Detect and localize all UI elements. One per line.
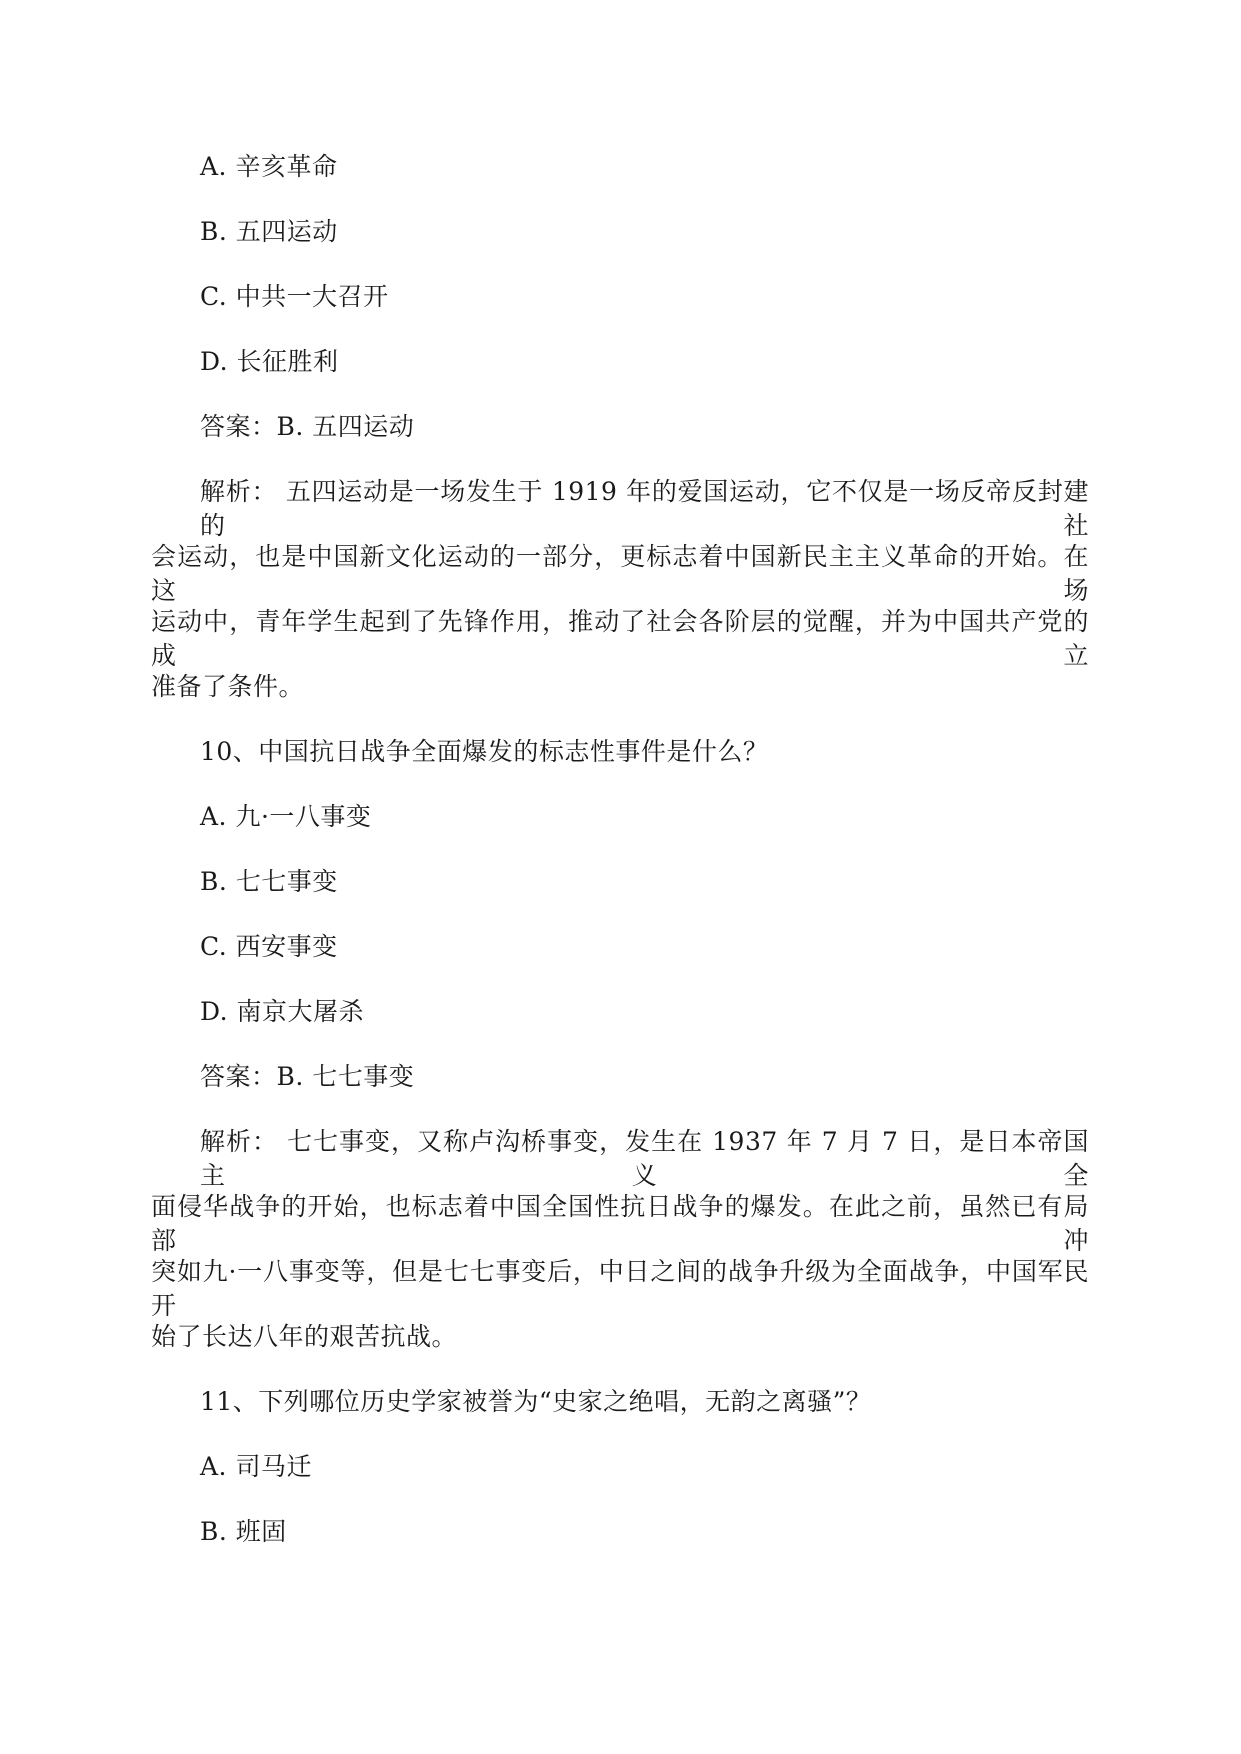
q11-question: 11、下列哪位历史学家被誉为“史家之绝唱，无韵之离骚”？ bbox=[200, 1387, 872, 1416]
q10-option-c: C. 西安事变 bbox=[200, 932, 338, 961]
q10-analysis-line-3: 突如九·一八事变等，但是七七事变后，中日之间的战争升级为全面战争，中国军民开 bbox=[151, 1257, 1089, 1320]
q9-option-c: C. 中共一大召开 bbox=[200, 282, 389, 311]
q9-analysis-line-1: 解析： 五四运动是一场发生于 1919 年的爱国运动，它不仅是一场反帝反封建的社 bbox=[200, 477, 1089, 540]
q10-option-b: B. 七七事变 bbox=[200, 867, 338, 896]
q10-analysis-line-2: 面侵华战争的开始，也标志着中国全国性抗日战争的爆发。在此之前，虽然已有局部冲 bbox=[151, 1192, 1089, 1255]
q10-option-d: D. 南京大屠杀 bbox=[200, 997, 365, 1026]
q10-option-a: A. 九·一八事变 bbox=[200, 802, 372, 831]
q9-option-a: A. 辛亥革命 bbox=[200, 152, 338, 181]
q10-question: 10、中国抗日战争全面爆发的标志性事件是什么？ bbox=[200, 737, 769, 766]
q9-option-d: D. 长征胜利 bbox=[200, 347, 339, 376]
q9-analysis-line-3: 运动中，青年学生起到了先锋作用，推动了社会各阶层的觉醒，并为中国共产党的成立 bbox=[151, 607, 1089, 670]
q9-analysis-line-4: 准备了条件。 bbox=[151, 672, 305, 701]
q9-option-b: B. 五四运动 bbox=[200, 217, 338, 246]
q9-analysis-line-2: 会运动，也是中国新文化运动的一部分，更标志着中国新民主主义革命的开始。在这场 bbox=[151, 542, 1089, 605]
q10-answer: 答案：B. 七七事变 bbox=[200, 1062, 415, 1091]
q10-analysis-line-1: 解析： 七七事变，又称卢沟桥事变，发生在 1937 年 7 月 7 日，是日本帝国主义全 bbox=[200, 1127, 1089, 1190]
q9-answer: 答案：B. 五四运动 bbox=[200, 412, 415, 441]
q11-option-b: B. 班固 bbox=[200, 1517, 287, 1546]
q11-option-a: A. 司马迁 bbox=[200, 1452, 312, 1481]
q10-analysis-line-4: 始了长达八年的艰苦抗战。 bbox=[151, 1322, 458, 1351]
